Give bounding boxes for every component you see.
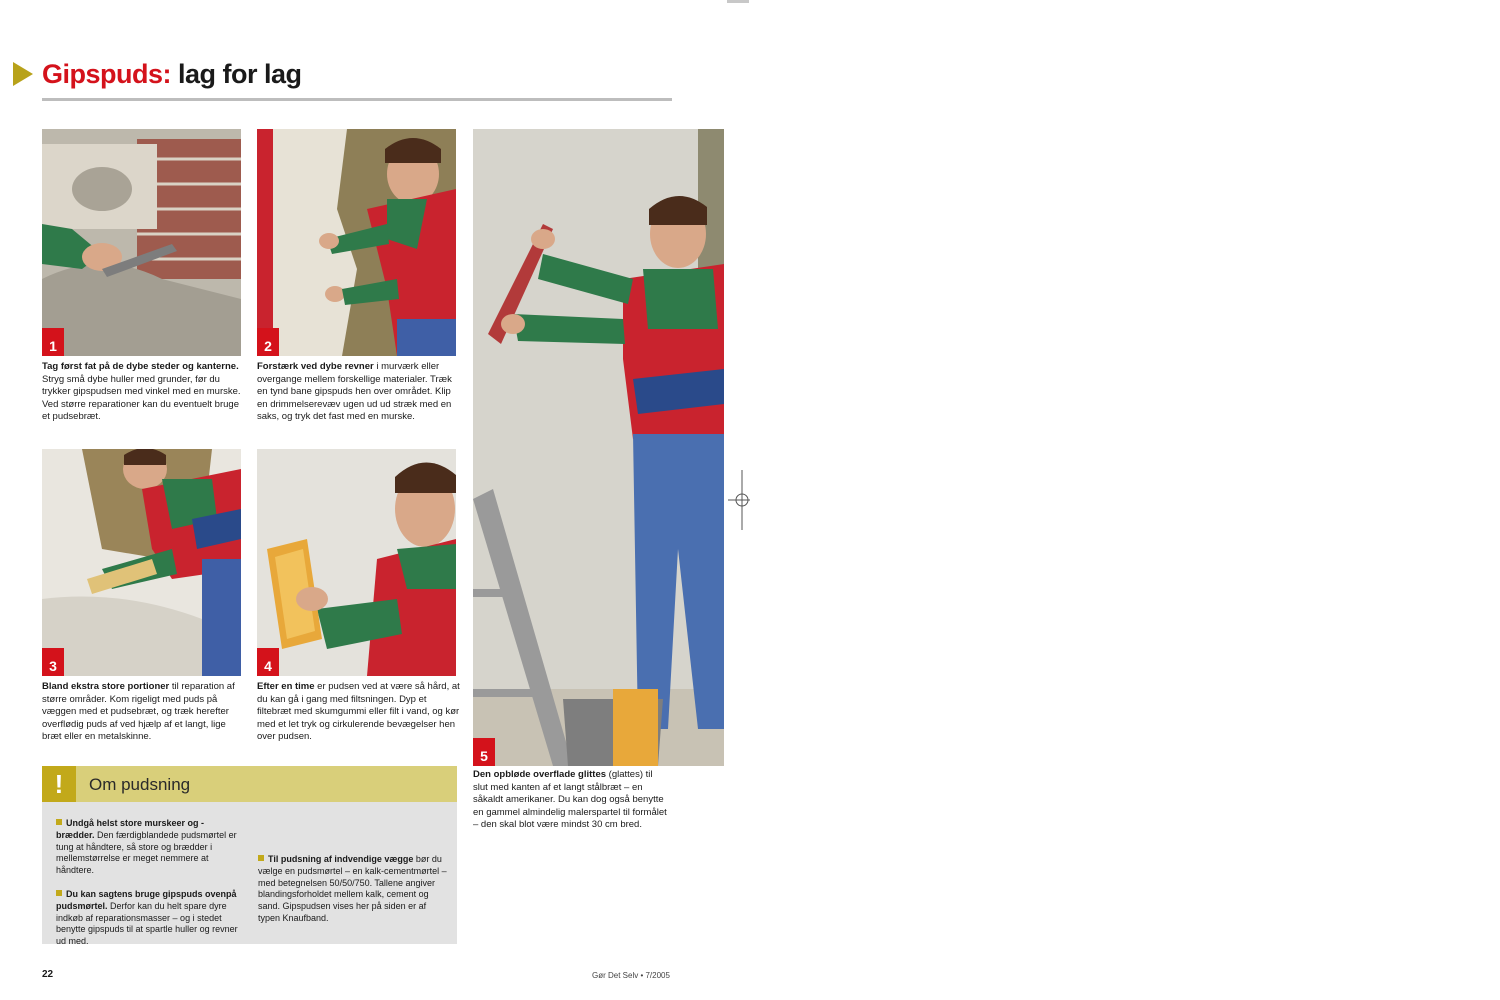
- info-item-lead: Du kan sagtens bruge gipspuds ovenpå pudsmørtel.: [56, 888, 237, 911]
- info-item: [56, 818, 241, 877]
- step-4-lead: Efter en time: [257, 681, 315, 692]
- bullet-square-icon: [258, 855, 264, 861]
- page-title: [42, 59, 302, 90]
- step-5-text: (glattes) til slut med kanten af et langt stålbræt – en såkaldt amerikaner. Du kan dog også benytte en gammel almindelig malerspartel til formålet – den skal blot være mindst 30 cm bred.: [473, 769, 667, 831]
- step-5-lead: Den opbløde overflade glittes: [473, 769, 607, 780]
- step-4-illustration: [257, 449, 456, 676]
- step-3-text: til reparation af større områder. Kom rigeligt med puds på væggen med et pudsebræt, og træk herefter overflødig puds af ved hjælp af et langt, lige bræt eller en metalskinne.: [42, 681, 235, 743]
- step-1-illustration: [42, 129, 241, 356]
- step-5-badge: 5: [473, 738, 495, 766]
- step-3-badge: 3: [42, 648, 64, 676]
- info-item-text: Derfor kan du helt spare dyre indkøb af reparationsmasser – og i stedet benytte gipspuds til at spartle huller og revner ud med.: [56, 900, 238, 947]
- crop-mark: [727, 0, 749, 3]
- step-1-badge: 1: [42, 328, 64, 356]
- exclamation-icon: !: [42, 766, 76, 802]
- step-2-illustration: [257, 129, 456, 356]
- info-box-header: [42, 766, 457, 802]
- step-1-lead: Tag først fat på de dybe steder og kanterne.: [42, 361, 239, 372]
- info-item-lead: Undgå helst store murskeer og -brædder.: [56, 818, 205, 840]
- step-5-caption: [473, 769, 668, 832]
- info-box-title: Om pudsning: [89, 775, 191, 794]
- step-5-illustration: [473, 129, 724, 766]
- bullet-square-icon: [56, 819, 62, 825]
- bullet-square-icon: [56, 890, 62, 896]
- info-item-lead: Til pudsning af indvendige vægge: [268, 854, 414, 864]
- info-item-text: bør du vælge en pudsmørtel – en kalk-cementmørtel – med betegnelsen 50/50/750. Tallene angiver blandingsforholdet mellem kalk, cement og sand. Gipspudsen vises her på siden er af typen Knaufband.: [258, 854, 447, 923]
- step-1-photo: [42, 129, 241, 356]
- info-col-left: [56, 818, 241, 960]
- step-2-lead: Forstærk ved dybe revner: [257, 361, 374, 372]
- info-col-right: [258, 854, 448, 937]
- step-3-lead: Bland ekstra store portioner: [42, 681, 170, 692]
- step-3-photo: [42, 449, 241, 676]
- step-3-illustration: [42, 449, 241, 676]
- step-2-text: i murværk eller overgange mellem forskellige materialer. Træk en tynd bane gipspuds hen over området. Klip en drimmelserevæv ugen ud ud stræk med en saks, og tryk det fast med en murske.: [257, 361, 452, 423]
- step-4-badge: 4: [257, 648, 279, 676]
- step-1-caption: [42, 361, 243, 424]
- step-2-caption: [257, 361, 462, 424]
- info-item: [56, 889, 241, 948]
- title-red-part: Gipspuds:: [42, 59, 171, 89]
- step-4-photo: [257, 449, 456, 676]
- step-2-badge: 2: [257, 328, 279, 356]
- info-box: [42, 766, 457, 947]
- info-item: [258, 854, 448, 925]
- step-1-text: Stryg små dybe huller med grunder, før du trykker gipspudsen med vinkel med en murske. Ved større reparationer kan du eventuelt bruge et pudsebræt.: [42, 373, 241, 423]
- blank-facing-page: [750, 0, 1500, 1000]
- magazine-footer: Gør Det Selv • 7/2005: [592, 971, 670, 980]
- step-4-text: er pudsen ved at være så hård, at du kan gå i gang med filtsningen. Dyp et filtebræt med skumgummi eller filt i vand, og kør med et let tryk og cirkulerende bevægelser hen over pudsen.: [257, 681, 460, 743]
- section-arrow-icon: [13, 62, 33, 86]
- title-black-part: lag for lag: [171, 59, 302, 89]
- step-3-caption: [42, 681, 243, 744]
- title-underline: [42, 98, 672, 101]
- info-item-text: Den færdigblandede pudsmørtel er tung at håndtere, så store og brædder i mellemstørrelse er meget nemmere at håndtere.: [56, 829, 237, 876]
- step-4-caption: [257, 681, 462, 744]
- step-5-photo: [473, 129, 724, 766]
- step-2-photo: [257, 129, 456, 356]
- page-number: 22: [42, 969, 54, 980]
